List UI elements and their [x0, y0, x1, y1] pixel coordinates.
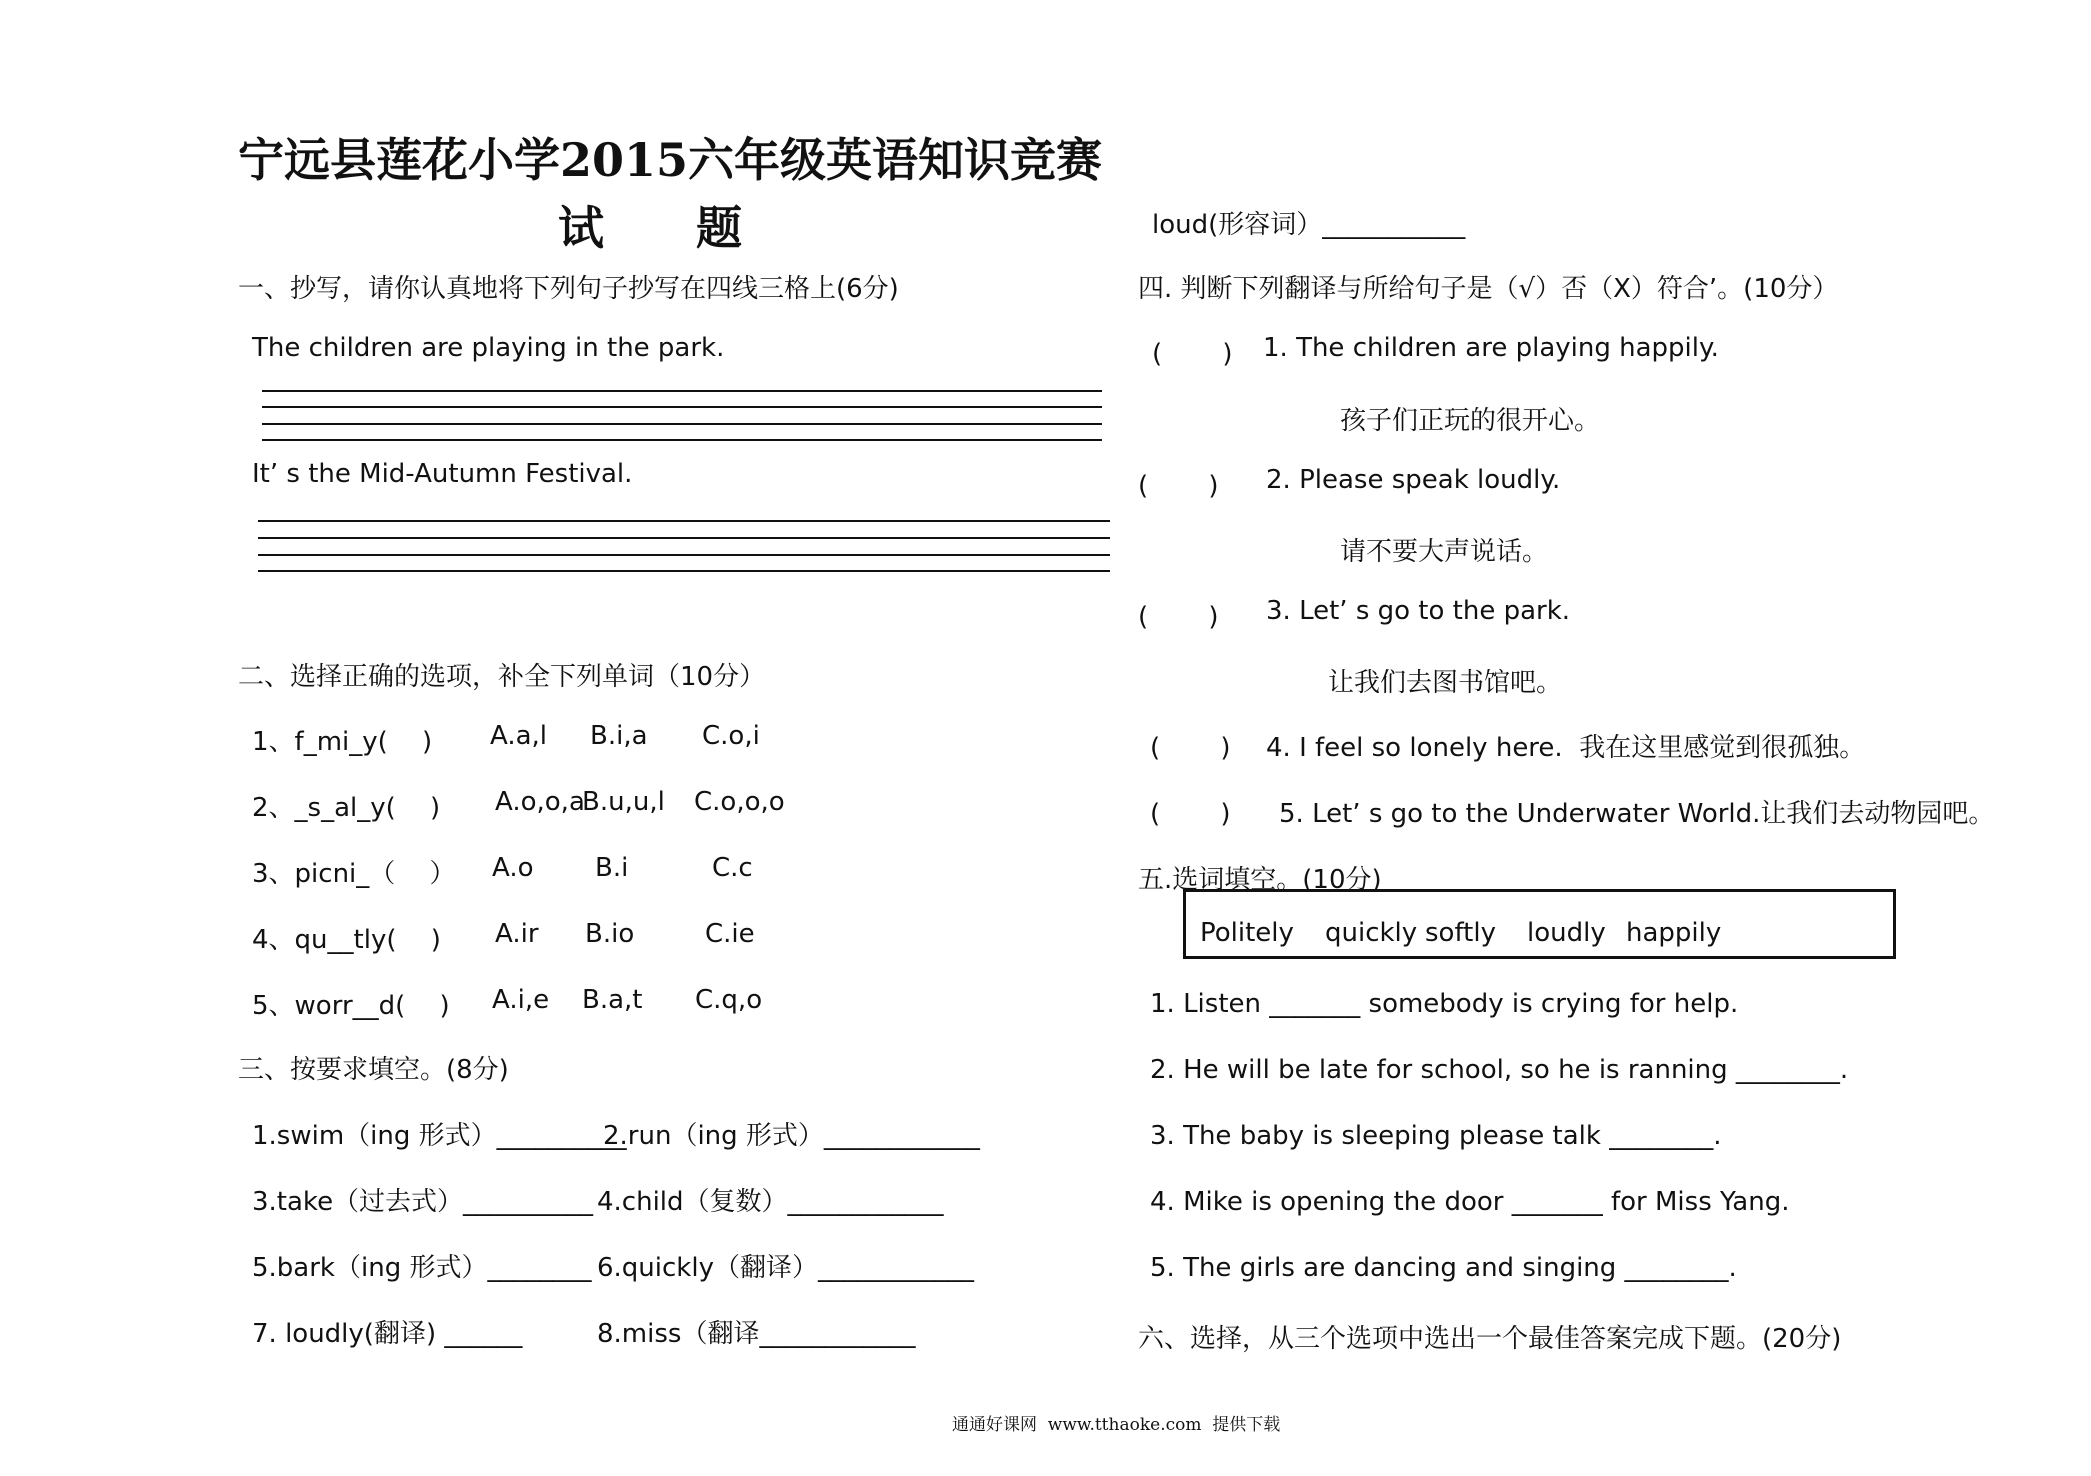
question-word: 3、picni_（ ）: [252, 859, 456, 889]
section3-heading: 三、按要求填空。(8分): [238, 1055, 509, 1085]
judge-sentence: 1. The children are playing happily.: [1263, 333, 1719, 363]
option-a: A.ir: [495, 919, 539, 949]
section6-heading: 六、选择，从三个选项中选出一个最佳答案完成下题。(20分): [1138, 1324, 1842, 1354]
judge-translation: 请不要大声说话。: [1340, 537, 1549, 567]
fill-sentence: 4. Mike is opening the door _______ for Miss Yang.: [1150, 1187, 1790, 1217]
copy-sentence-2: It’ s the Mid-Autumn Festival.: [252, 459, 633, 489]
option-a: A.a,l: [490, 721, 548, 751]
writing-line: [258, 570, 1110, 572]
fill-item: 3.take（过去式）__________: [252, 1187, 594, 1217]
fill-sentence: 2. He will be late for school, so he is ranning ________.: [1150, 1055, 1849, 1085]
judge-translation: 让我们去图书馆吧。: [1328, 668, 1563, 698]
writing-line: [258, 537, 1110, 539]
exam-subtitle: 试 题: [558, 201, 742, 255]
option-c: C.o,o,o: [694, 787, 785, 817]
option-b: B.io: [585, 919, 635, 949]
judge-blank: ( ): [1150, 799, 1231, 829]
option-c: C.ie: [705, 919, 755, 949]
option-c: C.o,i: [702, 721, 760, 751]
option-b: B.a,t: [582, 985, 643, 1015]
option-a: A.i,e: [492, 985, 550, 1015]
word-bank-word: loudly: [1527, 918, 1606, 948]
word-bank-word: quickly: [1325, 918, 1418, 948]
question-word: 5、worr__d( ): [252, 991, 450, 1021]
fill-item: 2.run（ing 形式）____________: [603, 1121, 980, 1151]
word-bank-word: Politely: [1200, 918, 1294, 948]
option-b: B.i: [595, 853, 629, 883]
option-b: B.u,u,l: [582, 787, 665, 817]
writing-line: [262, 439, 1102, 441]
writing-line: [258, 554, 1110, 556]
judge-blank: ( ): [1138, 471, 1219, 501]
exam-title: 宁远县莲花小学2015六年级英语知识竞赛: [238, 133, 1103, 187]
writing-line: [258, 520, 1110, 522]
question-word: 2、_s_al_y( ): [252, 793, 441, 823]
fill-item: 5.bark（ing 形式）________: [252, 1253, 592, 1283]
fill-item: 8.miss（翻译____________: [597, 1319, 916, 1349]
fill-item: 7. loudly(翻译) ______: [252, 1319, 523, 1349]
judge-sentence: 4. I feel so lonely here. 我在这里感觉到很孤独。: [1266, 733, 1866, 763]
judge-sentence: 5. Let’ s go to the Underwater World.让我们去动物园吧。: [1279, 799, 1995, 829]
question-word: 4、qu__tly( ): [252, 925, 441, 955]
fill-sentence: 1. Listen _______ somebody is crying for help.: [1150, 989, 1739, 1019]
writing-line: [262, 406, 1102, 408]
question-word: 1、f_mi_y( ): [252, 727, 433, 757]
fill-item: 6.quickly（翻译）____________: [597, 1253, 974, 1283]
fill-sentence: 5. The girls are dancing and singing ________.: [1150, 1253, 1737, 1283]
section2-heading: 二、选择正确的选项，补全下列单词（10分）: [238, 662, 766, 692]
option-c: C.q,o: [695, 985, 763, 1015]
fill-item-loud: loud(形容词）___________: [1152, 210, 1466, 240]
fill-item: 1.swim（ing 形式）__________: [252, 1121, 627, 1151]
judge-blank: ( ): [1150, 733, 1231, 763]
section1-heading: 一、抄写，请你认真地将下列句子抄写在四线三格上(6分): [238, 274, 899, 304]
option-c: C.c: [712, 853, 753, 883]
option-a: A.o: [492, 853, 534, 883]
section5-heading: 五.选词填空。(10分): [1138, 865, 1382, 895]
judge-blank: ( ): [1138, 602, 1219, 632]
page-footer: 通通好课网 www.tthaoke.com 提供下载: [952, 1415, 1281, 1435]
judge-sentence: 2. Please speak loudly.: [1266, 465, 1561, 495]
writing-line: [262, 390, 1102, 392]
option-a: A.o,o,a: [495, 787, 585, 817]
copy-sentence-1: The children are playing in the park.: [252, 333, 725, 363]
judge-sentence: 3. Let’ s go to the park.: [1266, 596, 1571, 626]
fill-sentence: 3. The baby is sleeping please talk ________.: [1150, 1121, 1722, 1151]
writing-line: [262, 423, 1102, 425]
section4-heading: 四. 判断下列翻译与所给句子是（√）否（X）符合’。(10分）: [1138, 274, 1839, 304]
word-bank-word: happily: [1626, 918, 1722, 948]
fill-item: 4.child（复数）____________: [597, 1187, 944, 1217]
option-b: B.i,a: [590, 721, 648, 751]
judge-translation: 孩子们正玩的很开心。: [1340, 406, 1601, 436]
word-bank-word: softly: [1425, 918, 1496, 948]
judge-blank: ( ): [1152, 339, 1233, 369]
